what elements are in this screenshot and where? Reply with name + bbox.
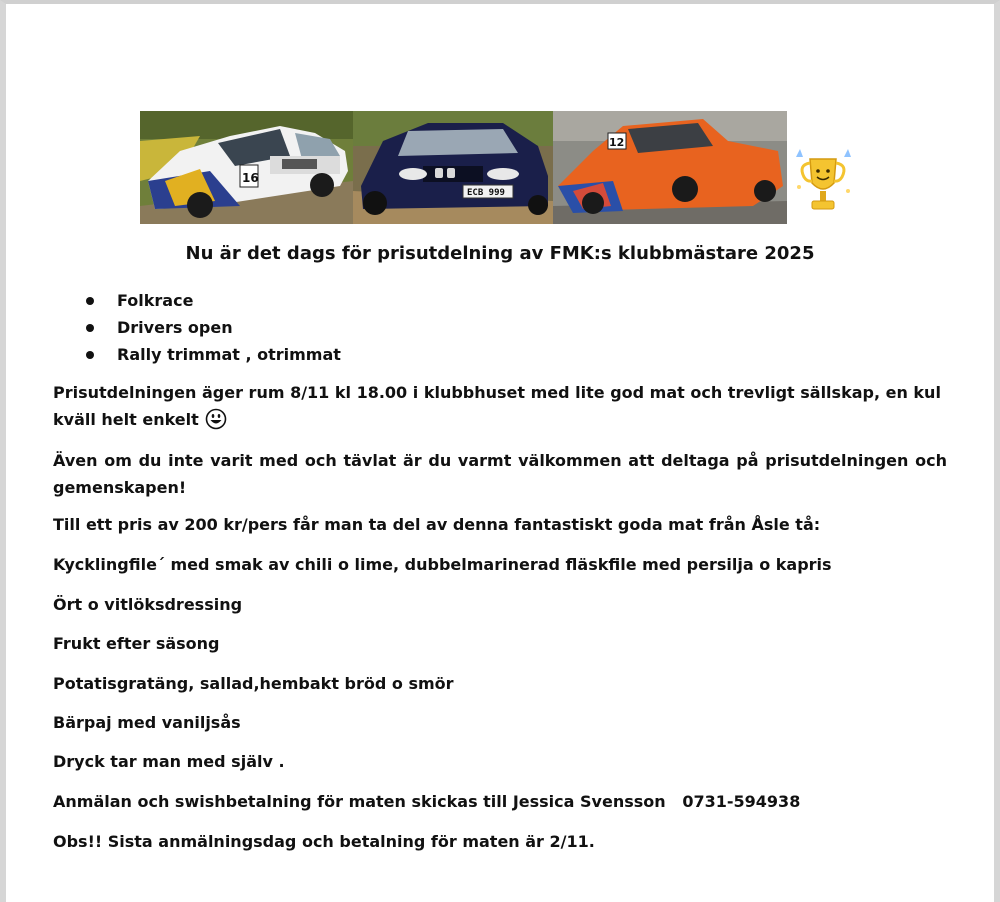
class-label: Drivers open bbox=[117, 318, 233, 337]
price-line: Till ett pris av 200 kr/pers får man ta del av denna fantastiskt goda mat från Åsle tå: bbox=[53, 515, 821, 534]
rally-car-photo-white bbox=[140, 111, 353, 224]
menu-item: Ört o vitlöksdressing bbox=[53, 595, 243, 614]
trophy-icon bbox=[790, 147, 856, 221]
class-list bbox=[86, 287, 341, 368]
page-title: Nu är det dags för prisutdelning av FMK:s klubbmästare 2025 bbox=[185, 243, 815, 264]
menu-item: Dryck tar man med själv . bbox=[53, 752, 285, 771]
grinning-face-icon bbox=[205, 408, 227, 438]
car3-number: 12 bbox=[609, 136, 625, 149]
list-item bbox=[86, 287, 341, 314]
list-item bbox=[86, 341, 341, 368]
bullet-icon bbox=[86, 324, 94, 332]
car-photo-banner bbox=[140, 111, 787, 224]
class-label: Folkrace bbox=[117, 291, 194, 310]
list-item bbox=[86, 314, 341, 341]
menu-item: Kycklingfile´ med smak av chili o lime, dubbelmarinerad fläskfile med persilja o kapris bbox=[53, 555, 832, 574]
class-label: Rally trimmat , otrimmat bbox=[117, 345, 341, 364]
car1-number: 16 bbox=[242, 171, 259, 185]
event-info-text: Prisutdelningen äger rum 8/11 kl 18.00 i klubbhuset med lite god mat och trevligt sällskap, en kul kväll helt enkelt bbox=[53, 383, 941, 429]
bullet-icon bbox=[86, 297, 94, 305]
menu-item: Potatisgratäng, sallad,hembakt bröd o smör bbox=[53, 674, 454, 693]
welcome-paragraph: Även om du inte varit med och tävlat är du varmt välkommen att deltaga på prisutdelningen och gemenskapen! bbox=[53, 451, 947, 497]
menu-item: Frukt efter säsong bbox=[53, 634, 220, 653]
menu-item: Bärpaj med vaniljsås bbox=[53, 713, 241, 732]
event-info-paragraph bbox=[53, 379, 947, 438]
car2-plate: ECB 999 bbox=[467, 188, 505, 198]
bullet-icon bbox=[86, 351, 94, 359]
deadline-line: Obs!! Sista anmälningsdag och betalning för maten är 2/11. bbox=[53, 832, 595, 851]
registration-line: Anmälan och swishbetalning för maten skickas till Jessica Svensson 0731-594938 bbox=[53, 792, 801, 811]
rally-car-photo-bmw bbox=[353, 111, 553, 224]
folkrace-car-photo-orange bbox=[553, 111, 787, 224]
